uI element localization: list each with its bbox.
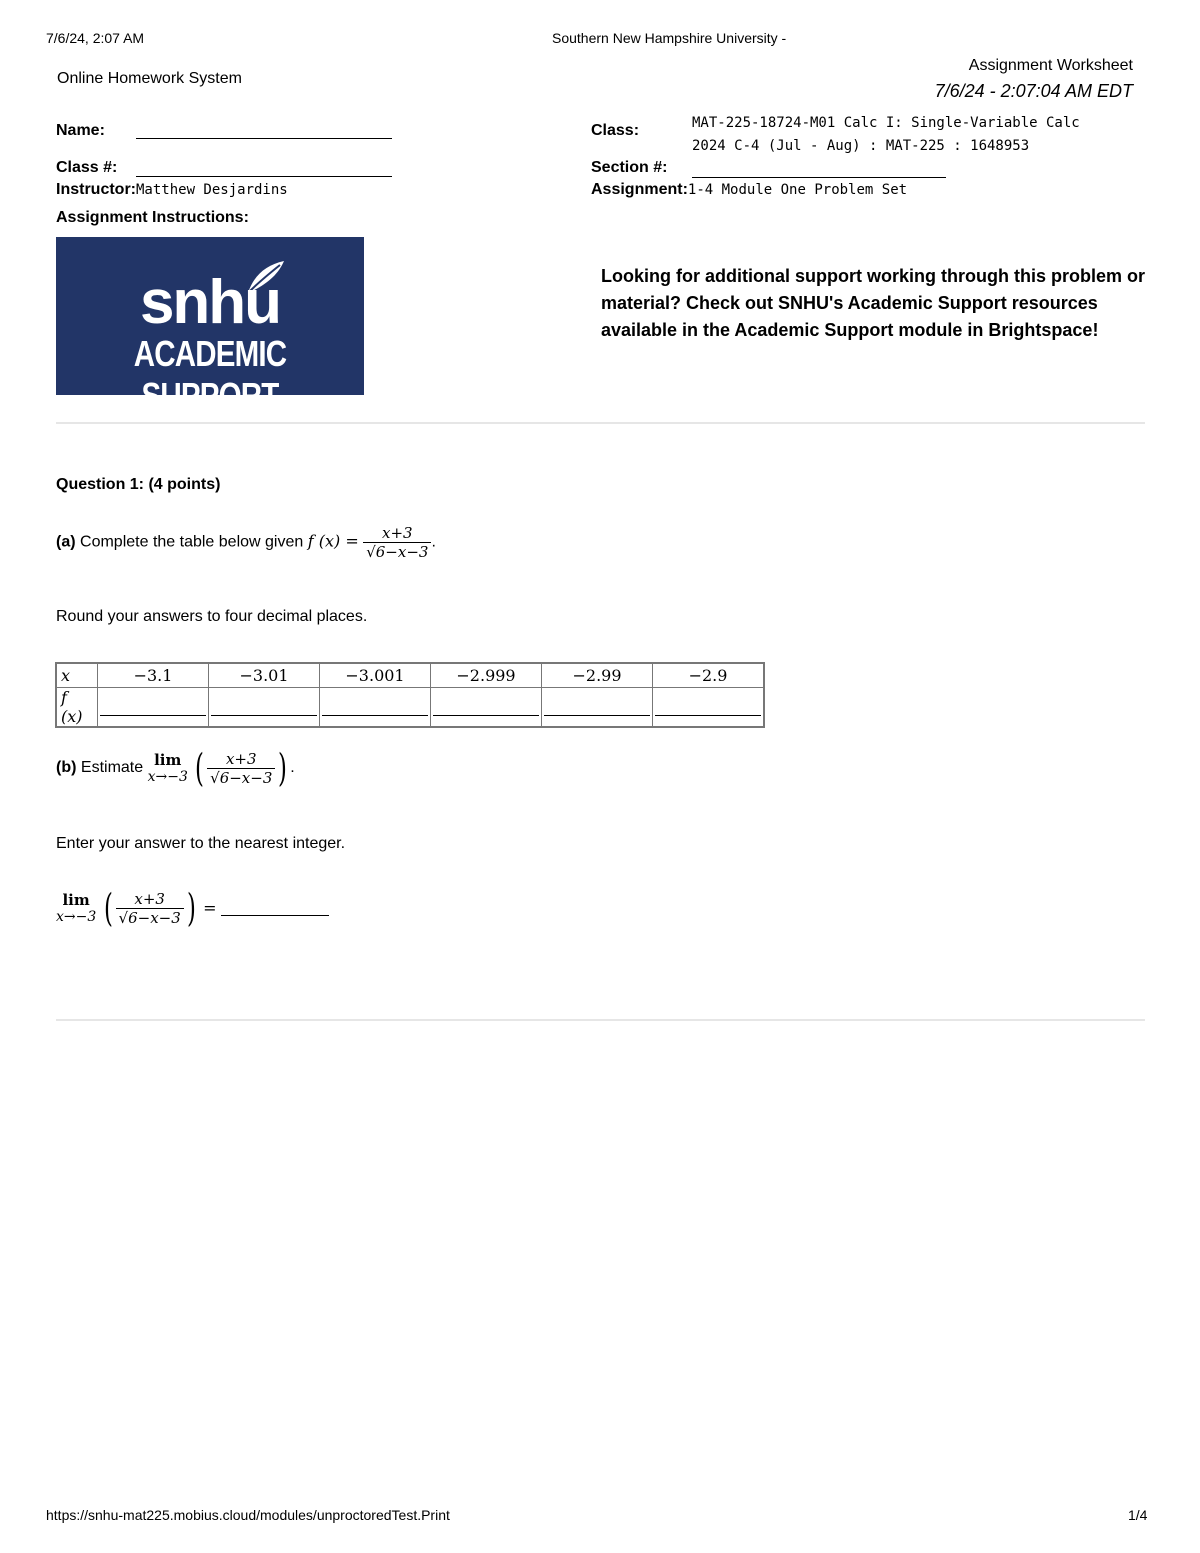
print-site-title: Southern New Hampshire University - — [552, 30, 787, 46]
part-a-prompt: (a) Complete the table below given f (x) = $\frac{x+3}{√6-x-3}$ . — [56, 524, 436, 561]
support-message: Looking for additional support working through this problem or material? Check out SNHU's Academic Support resources available in the Academic Support module in Brightspace! — [601, 266, 1145, 340]
table-row — [56, 663, 764, 688]
fx-answer-cell[interactable] — [653, 688, 765, 728]
part-b-label: (b) — [56, 759, 77, 777]
limit-answer-blank[interactable] — [221, 901, 329, 916]
fx-answer-cell[interactable] — [98, 688, 209, 728]
fx-answer-cell[interactable] — [431, 688, 542, 728]
part-a-text: Complete the table below given — [80, 533, 304, 551]
instructor-value: Matthew Desjardins — [136, 182, 288, 198]
fraction-numerator: x+3 — [363, 524, 431, 543]
x-value: −3.01 — [209, 663, 320, 688]
instructor-row — [56, 181, 288, 199]
nearest-integer-instruction: Enter your answer to the nearest integer. — [56, 835, 346, 852]
class-value-line2: 2024 C-4 (Jul - Aug) : MAT-225 : 1648953 — [692, 138, 1030, 154]
name-label: Name: — [56, 122, 105, 139]
answer-blank[interactable] — [100, 699, 206, 716]
logo-wordmark: snhu — [139, 268, 281, 337]
x-value: −2.99 — [542, 663, 653, 688]
system-name: Online Homework System — [57, 70, 242, 87]
limit-operator: lim x→−3 — [147, 751, 188, 785]
class-number-label: Class #: — [56, 159, 118, 176]
x-value: −2.999 — [431, 663, 542, 688]
divider-top — [56, 422, 1145, 424]
assignment-instructions-label: Assignment Instructions: — [56, 209, 249, 226]
divider-bottom — [56, 1019, 1145, 1021]
section-field[interactable] — [692, 176, 946, 178]
fx-answer-cell[interactable] — [209, 688, 320, 728]
print-page-number: 1/4 — [1128, 1507, 1148, 1523]
answer-blank[interactable] — [433, 699, 539, 716]
section-label: Section #: — [591, 159, 668, 176]
function-fraction — [363, 524, 431, 561]
equals-sign: = — [203, 898, 217, 918]
print-url: https://snhu-mat225.mobius.cloud/modules/unproctoredTest.Print — [46, 1507, 450, 1523]
round-instruction: Round your answers to four decimal places. — [56, 608, 368, 625]
instructor-label: Instructor: — [56, 181, 136, 198]
class-value-line1: MAT-225-18724-M01 Calc I: Single-Variable Calc — [692, 115, 1080, 131]
logo-subtitle: ACADEMIC SUPPORT — [133, 333, 287, 416]
limit-answer-row: lim x→−3 ( $\frac{x+3}{√6-x-3}$ ) = — [56, 886, 329, 930]
answer-blank[interactable] — [322, 699, 428, 716]
limit-operator: lim x→−3 — [56, 891, 97, 925]
class-value — [692, 112, 1080, 158]
question-title: Question 1: (4 points) — [56, 476, 221, 493]
x-header: x — [56, 663, 98, 688]
snhu-academic-support-logo — [56, 237, 364, 416]
document-type: Assignment Worksheet — [968, 57, 1133, 74]
assignment-value: 1-4 Module One Problem Set — [687, 182, 908, 198]
part-b-prompt: (b) Estimate lim x→−3 ( $\frac{x+3}{√6-x-3}$ ) . — [56, 746, 295, 790]
values-table — [55, 662, 765, 728]
x-value: −3.001 — [320, 663, 431, 688]
assignment-label: Assignment: — [591, 181, 688, 198]
function-lhs: f (x) = — [307, 531, 359, 551]
assignment-row — [591, 181, 907, 199]
x-value: −3.1 — [98, 663, 209, 688]
limit-fraction: $\frac{x+3}{√6-x-3}$ — [207, 750, 275, 787]
fraction-denominator: √6−x−3 — [366, 543, 429, 561]
part-b-text: Estimate — [80, 759, 144, 777]
part-a-label: (a) — [56, 533, 76, 551]
document-timestamp: 7/6/24 - 2:07:04 AM EDT — [934, 81, 1133, 101]
name-field[interactable] — [136, 137, 392, 139]
fx-answer-cell[interactable] — [320, 688, 431, 728]
answer-blank[interactable] — [544, 699, 650, 716]
answer-blank[interactable] — [211, 699, 317, 716]
fx-header: f (x) — [56, 688, 98, 728]
class-label: Class: — [591, 122, 640, 139]
class-number-field[interactable] — [136, 175, 392, 177]
answer-blank[interactable] — [655, 699, 761, 716]
limit-fraction: $\frac{x+3}{√6-x-3}$ — [116, 890, 184, 927]
print-datetime: 7/6/24, 2:07 AM — [46, 30, 145, 46]
x-value: −2.9 — [653, 663, 765, 688]
table-row — [56, 688, 764, 728]
fx-answer-cell[interactable] — [542, 688, 653, 728]
